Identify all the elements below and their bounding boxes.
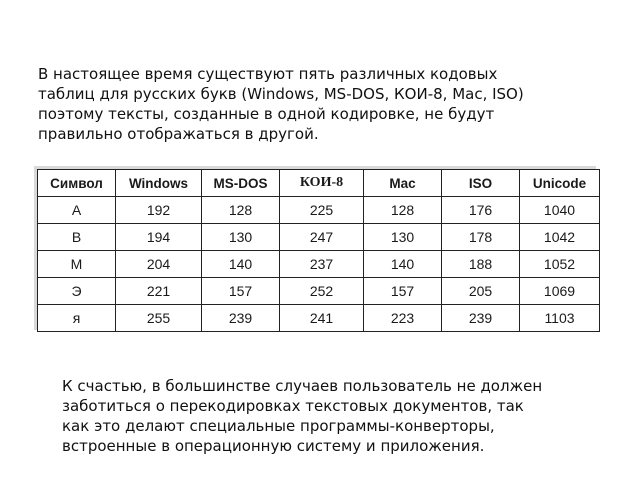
table-cell: 140 [364,251,442,278]
table-cell: 1040 [520,197,600,224]
table-row [38,197,600,224]
table-cell: 221 [116,278,202,305]
table-cell: 194 [116,224,202,251]
table-cell: 225 [280,197,364,224]
table-cell: В [38,224,116,251]
table-cell: 157 [202,278,280,305]
header-iso: ISO [442,170,520,197]
table-cell: 140 [202,251,280,278]
table-cell: 204 [116,251,202,278]
table-cell: 1042 [520,224,600,251]
table-cell: 157 [364,278,442,305]
table-cell: 239 [202,305,280,332]
intro-paragraph: В настоящее время существуют пять различных кодовых таблиц для русских букв (Windows, MS-DOS, КОИ-8, Mac, ISO) поэтому тексты, созданные в одной кодировке, не будут правильно отображаться в другой. [38,65,524,143]
table-cell: А [38,197,116,224]
table-cell: 237 [280,251,364,278]
table-row [38,224,600,251]
header-symbol: Символ [38,170,116,197]
table-cell: 239 [442,305,520,332]
table-cell: 130 [202,224,280,251]
encoding-table [37,169,600,332]
table-row [38,251,600,278]
table-cell: М [38,251,116,278]
table-cell: 128 [202,197,280,224]
table-cell: 1103 [520,305,600,332]
table-cell: 188 [442,251,520,278]
table-cell: 178 [442,224,520,251]
table-cell: 130 [364,224,442,251]
table-cell: 192 [116,197,202,224]
table-row [38,305,600,332]
table-header-row [38,170,600,197]
encoding-table-image [34,166,596,330]
header-mac: Mac [364,170,442,197]
table-cell: 247 [280,224,364,251]
table-cell: 176 [442,197,520,224]
table-cell: 128 [364,197,442,224]
table-cell: 205 [442,278,520,305]
table-cell: 223 [364,305,442,332]
table-cell: 1069 [520,278,600,305]
outro-paragraph: К счастью, в большинстве случаев пользователь не должен заботиться о перекодировках текстовых документов, так как это делают специальные программы-конверторы, встроенные в операционную систему и приложения. [62,377,543,455]
table-cell: 241 [280,305,364,332]
table-cell: 255 [116,305,202,332]
table-cell: 1052 [520,251,600,278]
header-msdos: MS-DOS [202,170,280,197]
table-row [38,278,600,305]
header-koi8: КОИ-8 [280,170,364,197]
header-unicode: Unicode [520,170,600,197]
header-windows: Windows [116,170,202,197]
table-cell: Э [38,278,116,305]
table-cell: я [38,305,116,332]
table-cell: 252 [280,278,364,305]
